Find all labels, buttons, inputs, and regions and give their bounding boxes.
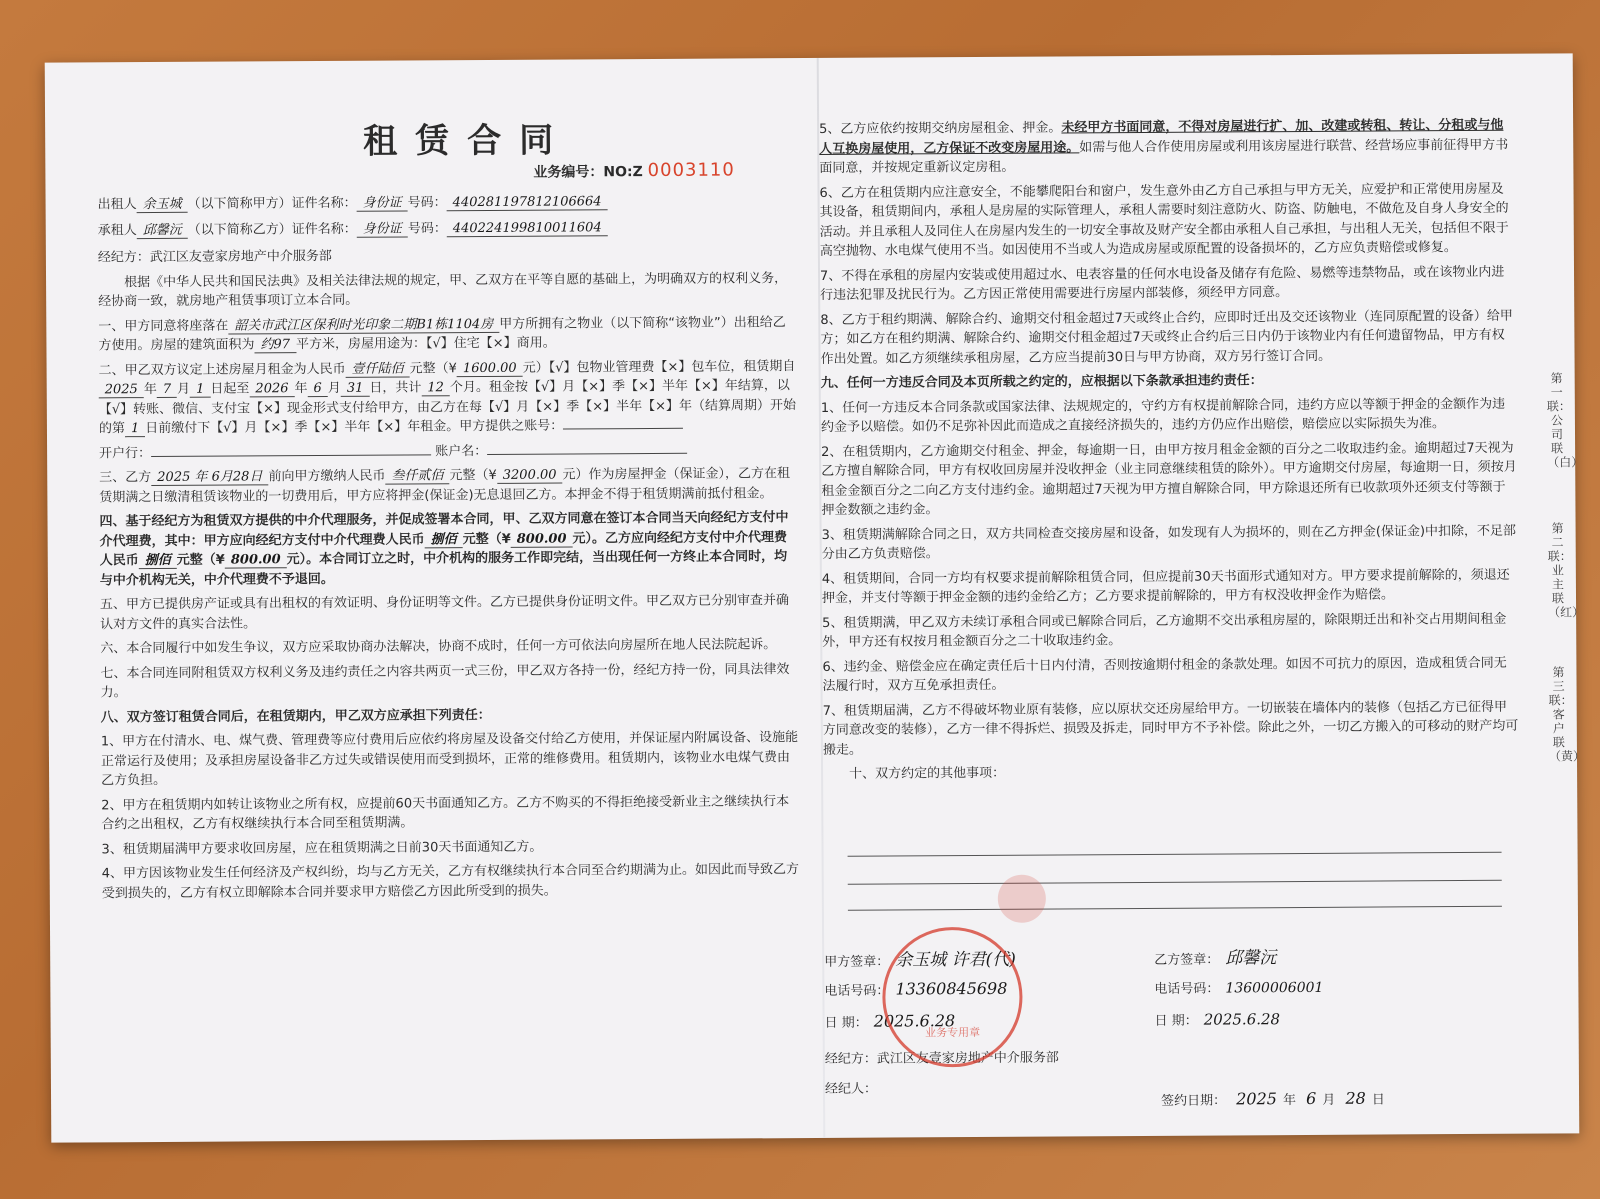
contract-paper bbox=[45, 53, 1586, 1142]
right-page bbox=[819, 116, 1519, 790]
party-b-signature bbox=[1154, 943, 1282, 969]
agent-sig-value: 武江区友壹家房地产中介服务部 bbox=[876, 1050, 1059, 1067]
clause-1-text: 一、甲方同意将座落在 bbox=[98, 318, 229, 334]
clause-4-text: 四、基于经纪方为租赁双方提供的中介代理服务，并促成签署本合同，甲、乙双方同意在签订本合同当天向经纪方支付中介代理费，其中：甲方应向经纪方支付中介代理费人民币 bbox=[99, 510, 789, 549]
account-name-line bbox=[487, 452, 687, 454]
party-a-phone-label: 电话号码： bbox=[824, 983, 890, 999]
fee-a: 800.00 bbox=[511, 531, 573, 547]
start-year: 2025 bbox=[99, 382, 144, 398]
sign-day: 28 bbox=[1345, 1088, 1366, 1108]
lessor-name: 余玉城 bbox=[137, 197, 188, 213]
company-seal bbox=[882, 927, 1023, 1068]
pay-day: 1 bbox=[125, 421, 145, 437]
left-page bbox=[97, 74, 802, 908]
account-line bbox=[563, 428, 683, 430]
contract-title: 租赁合同 bbox=[363, 120, 572, 162]
clause-r5 bbox=[819, 116, 1515, 179]
clause-9-6: 6、违约金、赔偿金应在确定责任后十日内付清，否则按逾期付租金的条款处理。如因不可抗力的原因，造成租赁合同无法履行时，双方互免承担责任。 bbox=[822, 655, 1507, 694]
clause-8-4: 4、甲方因该物业发生任何经济及产权纠纷，均与乙方无关，乙方有权继续执行本合同至合约期满为止。如因此而导致乙方受到损失的，乙方有权立即解除本合同并要求甲方赔偿乙方因此所受到的损失。 bbox=[101, 862, 799, 901]
clause-9: 九、任何一方违反合同及本页所载之约定的，应根据以下条款承担违约责任： bbox=[820, 373, 1263, 391]
sign-year: 2025 bbox=[1236, 1089, 1278, 1109]
clause-9-4: 4、租赁期间，合同一方均有权要求提前解除租赁合同，但应提前30天书面形式通知对方。甲方要求提前解除的，须退还押金，并支付等额于押金金额的违约金给乙方；乙方要求提前解除的，甲方有权没收押金作为赔偿。 bbox=[821, 567, 1510, 606]
other-terms-line-2 bbox=[848, 880, 1502, 885]
property-area: 约97 bbox=[254, 337, 296, 353]
bank-label: 开户行： bbox=[99, 445, 152, 461]
fee-b-cn: 捌佰 bbox=[139, 553, 177, 569]
deposit-date: 2025 年 6月28日 bbox=[151, 469, 268, 486]
clause-4-text-c: 元）。本合同订立之时，中介机构的服务工作即完结，当出现任何一方终止本合同时，均与中介机构无关，中介代理费不予退回。 bbox=[99, 549, 788, 588]
clause-3-text-b: 前向甲方缴纳人民币 bbox=[268, 468, 386, 485]
clause-2-text-d: 个月。租金按【√】月【×】季【×】半年【×】年结算，以【√】转账、微信、支付宝【×】现金形式支付给甲方，由乙方在每【√】月【×】季【×】半年【×】年（结算周期）开始的第 bbox=[98, 378, 797, 437]
party-a-date-label: 日 期： bbox=[824, 1015, 868, 1031]
clause-9-3: 3、租赁期满解除合同之日，双方共同检查交接房屋和设备，如发现有人为损坏的，则在乙方押金(保证金)中扣除，不足部分由乙方负责赔偿。 bbox=[821, 523, 1517, 562]
clause-2-text-c: 元）【√】包物业管理费【×】包车位，租赁期自 bbox=[522, 358, 796, 376]
clause-1-text-c: 平方米，房屋用途为：【√】住宅【×】商用。 bbox=[295, 335, 556, 353]
sign-day-unit: 日 bbox=[1371, 1092, 1385, 1108]
party-a-sig-label: 甲方签章： bbox=[824, 954, 890, 970]
business-number-prefix: NO:Z bbox=[603, 163, 643, 180]
clause-r8: 8、乙方于租约期满、解除合约、逾期交付租金超过7天或终止合约，应即时迁出及交还该物业（连同原配置的设备）给甲方；如乙方在租约期满、解除合约、逾期交付租金超过7天或终止合约后三日内仍于该物业内有任何遗留物品，甲方有权作出处置。如乙方须继续承租房屋，乙方应当提前30日与甲方协商，双方另行签订合同。 bbox=[820, 308, 1513, 367]
lessee-no-label: 号码： bbox=[407, 220, 447, 236]
clause-3-text-c: 元整（¥ bbox=[449, 467, 497, 484]
seal-text: 业务专用章 bbox=[925, 1025, 981, 1040]
clause-2-text-b: 元整（¥ bbox=[409, 360, 457, 376]
lessor-label: 出租人 bbox=[97, 197, 137, 213]
clause-4-text-b: 元）。乙方应向经纪方支付中介代理费人民币 bbox=[99, 529, 788, 569]
agent-line: 经纪方：武江区友壹家房地产中介服务部 bbox=[97, 248, 332, 266]
party-b-date-value: 2025.6.28 bbox=[1203, 1010, 1281, 1029]
sign-year-unit: 年 bbox=[1282, 1093, 1297, 1109]
account-label: 账户名： bbox=[435, 443, 488, 459]
clause-2-text-e: 日前缴付下【√】月【×】季【×】半年【×】年租金。甲方提供之账号： bbox=[145, 418, 564, 437]
lessee-id: 440224199810011604 bbox=[447, 220, 608, 237]
broker-label: 经纪人： bbox=[824, 1081, 878, 1097]
clause-5: 五、甲方已提供房产证或具有出租权的有效证明、身份证明等文件。乙方已提供身份证明文件。甲乙双方已分别审查并确认对方文件的真实合法性。 bbox=[99, 593, 790, 632]
party-b-phone bbox=[1154, 977, 1329, 997]
bank-row bbox=[99, 440, 799, 464]
party-a-date-value: 2025.6.28 bbox=[873, 1011, 956, 1031]
clause-9-5: 5、租赁期满，甲乙双方未续订承租合同或已解除合同后，乙方逾期不交出承租房屋的，除限期迁出和补交占用期间租金外，甲方还有权按月租金额百分之二十收取违约金。 bbox=[822, 611, 1507, 650]
clause-10: 十、双方约定的其他事项： bbox=[849, 765, 1006, 782]
party-a-phone-value: 13360845698 bbox=[895, 978, 1008, 999]
sign-date-label: 签约日期： bbox=[1161, 1093, 1227, 1109]
fee-a-cn: 捌佰 bbox=[425, 532, 463, 548]
business-number-value: 0003110 bbox=[647, 158, 735, 181]
deposit-amount: 3200.00 bbox=[497, 468, 563, 484]
clause-4 bbox=[99, 508, 799, 590]
lessor-row bbox=[98, 191, 798, 215]
rent-amount-cn: 壹仟陆佰 bbox=[346, 361, 410, 377]
clause-8: 八、双方签订租赁合同后，在租赁期内，甲乙双方应承担下列责任： bbox=[100, 707, 491, 725]
copy-label-2: 第二联：业主联（红） bbox=[1547, 521, 1585, 620]
clause-9-7: 7、租赁期届满，乙方不得破坏物业原有装修，应以原状交还房屋给甲方。一切嵌装在墙体内的装修（包括乙方已征得甲方同意改变的装修），乙方一律不得拆烂、损毁及拆走，同时甲方不予补偿。除此之外，一切乙方搬入的可移动的财产均可搬走。 bbox=[822, 699, 1519, 758]
sign-month: 6 bbox=[1306, 1088, 1317, 1108]
party-b-date bbox=[1155, 1009, 1287, 1029]
lessor-no-label: 号码： bbox=[407, 195, 447, 211]
agent-sig-label: 经纪方： bbox=[824, 1051, 877, 1067]
party-b-sig: 邱馨沅 bbox=[1225, 948, 1277, 969]
lessor-id-type: 身份证 bbox=[357, 195, 408, 211]
deposit-amount-cn: 叁仟贰佰 bbox=[385, 468, 449, 484]
clause-8-3: 3、租赁期届满甲方要求收回房屋，应在租赁期满之日前30天书面通知乙方。 bbox=[101, 839, 543, 857]
start-day: 1 bbox=[190, 382, 210, 398]
party-b-date-label: 日 期： bbox=[1154, 1013, 1198, 1029]
clause-4-text-a: 元整（¥ bbox=[462, 531, 511, 547]
other-terms-line-3 bbox=[848, 906, 1502, 911]
copy-label-3: 第三联：客户联（黄） bbox=[1548, 665, 1586, 764]
clause-3-text-d: 元）作为房屋押金（保证金），乙方在租赁期满之日缴清租赁该物业的一切费用后，甲方应将押金(保证金)无息退回乙方。本押金不得于租赁期满前抵付租金。 bbox=[99, 466, 791, 505]
party-a-sig: 余玉城 许君(代) bbox=[895, 949, 1016, 971]
sign-date bbox=[1161, 1089, 1385, 1109]
clause-r5-a: 5、乙方应依约按期交纳房屋租金、押金。 bbox=[819, 120, 1062, 137]
end-year: 2026 bbox=[249, 381, 294, 397]
clause-9-1: 1、任何一方违反本合同条款或国家法律、法规规定的，守约方有权提前解除合同，违约方应以等额于押金的金额作为违约金予以赔偿。如仍不足弥补因此而造成之直接经济损失的，违约方仍应作出赔偿，赔偿应以实际损失为准。 bbox=[820, 396, 1506, 435]
party-b-phone-value: 13600006001 bbox=[1225, 979, 1324, 997]
lessee-name: 邱馨沅 bbox=[137, 222, 188, 238]
copy-label-1: 第一联：公司联（白） bbox=[1546, 371, 1584, 470]
clause-6: 六、本合同履行中如发生争议，双方应采取协商办法解决，协商不成时，任何一方可依法向房屋所在地人民法院起诉。 bbox=[100, 637, 777, 657]
clause-r5-c: 如需与他人合作使用房屋或利用该房屋进行联营、经营场应事前征得甲方书面同意，并按规定重新议定房租。 bbox=[819, 137, 1509, 176]
lessee-label: 承租人 bbox=[97, 222, 137, 238]
clause-7: 七、本合同连同附租赁双方权利义务及违约责任之内容共两页一式三份，甲乙双方各持一份，经纪方持一份，同具法律效力。 bbox=[100, 661, 790, 701]
rent-amount: 1600.00 bbox=[457, 360, 523, 376]
clause-3 bbox=[99, 464, 799, 507]
clause-9-2: 2、在租赁期内，乙方逾期交付租金、押金，每逾期一日，由甲方按月租金金额的百分之二收取违约金。逾期超过7天视为乙方擅自解除合同，甲方有权收回房屋并没收押金（业主同意继续租赁的除外）。甲方逾期交付房屋，每逾期一日，须按月租金金额百分之二向乙方支付违约金。逾期超过7天视为甲方擅自解除合同，甲方除退还所有已收款项外还须支付等额于押金数额之违约金。 bbox=[821, 440, 1517, 518]
fee-b: 800.00 bbox=[225, 552, 287, 568]
lessee-row bbox=[98, 217, 798, 241]
clause-3-text: 三、乙方 bbox=[99, 470, 152, 486]
broker-row bbox=[825, 1078, 877, 1097]
lessee-note: （以下简称乙方）证件名称： bbox=[187, 221, 357, 238]
lessor-note: （以下简称甲方）证件名称： bbox=[187, 195, 357, 212]
end-month: 6 bbox=[307, 381, 327, 397]
clause-8-2: 2、甲方在租赁期内如转让该物业之所有权，应提前60天书面通知乙方。乙方不购买的不得拒绝接受新业主之继续执行本合约之出租权，乙方有权继续执行本合同至租赁期满。 bbox=[101, 793, 790, 833]
start-month: 7 bbox=[157, 382, 177, 398]
clause-2: 二、甲乙双方议定上述房屋月租金为人民币 壹仟陆佰 元整（¥ 1600.00 元）【√】包物业管理费【×】包车位，租赁期自2025 年 7 月 1 日起至 2026 年 6 月 31 日，共计 12 个月。租金按【√】月【×】季【×】半年【×】年结算，以【√】转账、微信、支付宝【×】现金形式支付给甲方，由乙方在每【√】月【×】季【×】半年【×】年（结算周期）开始的第 1 日前缴付下【√】月【×】季【×】半年【×】年租金。甲方提供之账号： bbox=[98, 358, 797, 437]
clause-4-text-a2: 元整（¥ bbox=[176, 552, 225, 568]
preamble: 根据《中华人民共和国民法典》及相关法律法规的规定，甲、乙双方在平等自愿的基础上，为明确双方的权利义务，经协商一致，就房地产租赁事项订立本合同。 bbox=[98, 270, 788, 310]
clause-r7: 7、不得在承租的房屋内安装或使用超过水、电表容量的任何水电设备及储存有危险、易燃等违禁物品，或在该物业内进行违法犯罪及扰民行为。乙方因正常使用需要进行房屋内部装修，须经甲方同意。 bbox=[819, 264, 1505, 303]
clause-8-1: 1、甲方在付清水、电、煤气费、管理费等应付费用后应依约将房屋及设备交付给乙方使用，并保证屋内附属设备、设施能正常运行及使用；及承担房屋设备非乙方过失或错误使用而受到损坏，正常的维修费用。租赁期内，该物业水电煤气费由乙方负担。 bbox=[100, 730, 799, 789]
clause-1-text-b: 甲方所拥有之物业（以下简称“该物业”）出租给乙方使用。房屋的建筑面积为 bbox=[98, 314, 786, 354]
party-b-phone-label: 电话号码： bbox=[1154, 981, 1220, 997]
lessee-id-type: 身份证 bbox=[357, 221, 408, 237]
lease-months: 12 bbox=[421, 380, 450, 396]
fingerprint-stamp bbox=[998, 875, 1046, 923]
business-number-label: 业务编号： bbox=[533, 163, 604, 181]
bank-line bbox=[151, 454, 431, 457]
clause-1 bbox=[98, 313, 798, 356]
end-day: 31 bbox=[341, 381, 370, 397]
clause-2-text: 二、甲乙双方议定上述房屋月租金为人民币 bbox=[98, 361, 346, 378]
sign-month-unit: 月 bbox=[1322, 1092, 1336, 1108]
clause-r6: 6、乙方在租赁期内应注意安全，不能攀爬阳台和窗户，发生意外由乙方自己承担与甲方无关，应爱护和正常使用房屋及其设备，租赁期间内，承租人是房屋的实际管理人，承租人需要时刻注意防火、防盗、防触电，不做危及自身人身安全的活动。并且承租人及同住人在房屋内发生的一切安全事故及财产安全都由承租人自己承担，与出租人无关，包括但不限于高空抛物、水电煤气使用不当。如因使用不当或人为造成房屋或原配置的设备损坏的，乙方应负责赔偿或修复。 bbox=[819, 181, 1509, 259]
lessor-id: 440281197812106664 bbox=[447, 194, 608, 211]
other-terms-line-1 bbox=[848, 852, 1502, 857]
clause-r5-b: 未经甲方书面同意，不得对房屋进行扩、加、改建或转租、转让、分租或与他人互换房屋使用，乙方保证不改变房屋用途。 bbox=[819, 117, 1504, 157]
property-address: 韶关市武江区保利时光印象二期B1栋1104房 bbox=[228, 316, 499, 334]
party-b-sig-label: 乙方签章： bbox=[1154, 952, 1220, 968]
